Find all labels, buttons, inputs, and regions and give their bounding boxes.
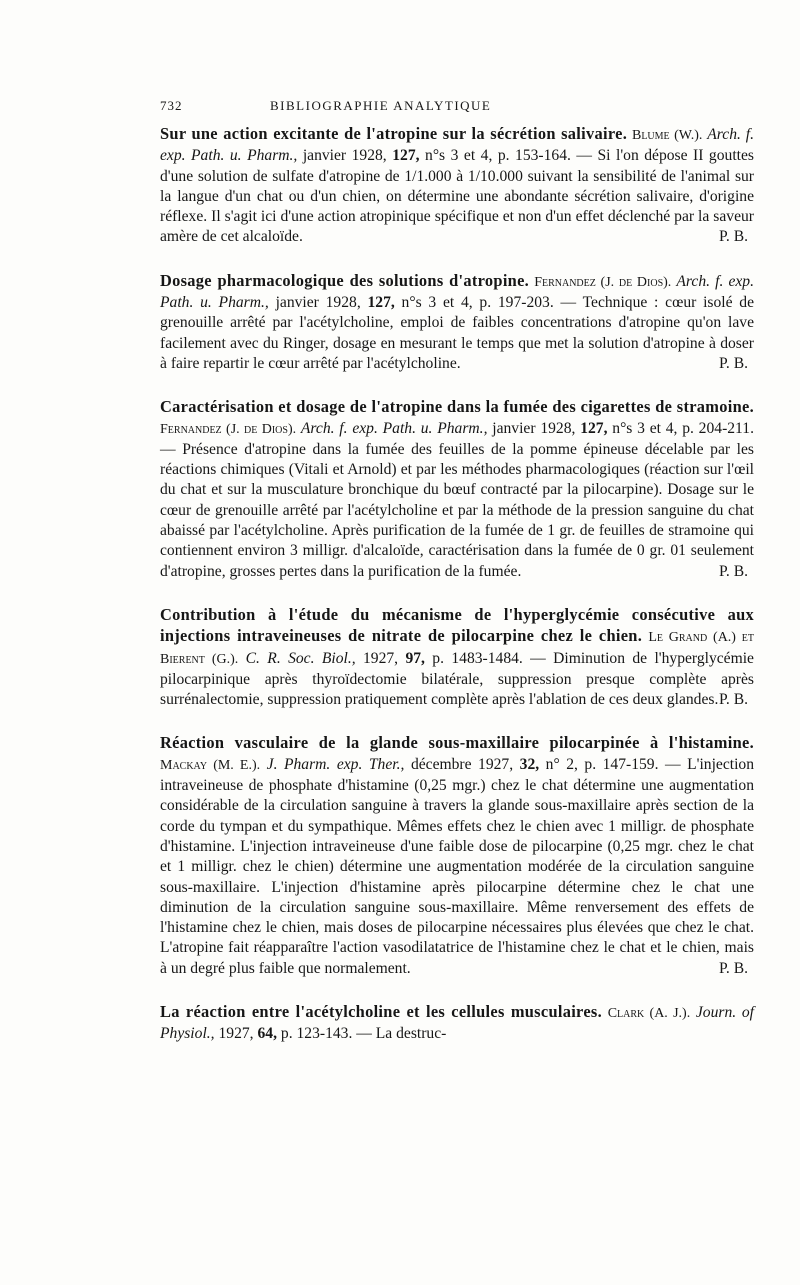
entry-abstract: — Présence d'atropine dans la fumée des feuilles de la pomme épineuse décelable par les réactions chimiques (Vitali et Arnold) et par les méthodes pharmacologiques (réaction sur l'œil du chat et sur la musculature bronchique du bœuf contracté par la pilocarpine). Dosage sur le cœur de grenouille arrêté par l'acétylcholine et par la méthode de la pression sanguine du chat abaissé par l'acétylcholine. Après purification de la fumée de 1 gr. de feuilles de stramoine qui contiennent environ 3 milligr. d'alcaloïde, caractérisation dans la fumée de 0 gr. 01 seulement d'atropine, grosses pertes dans la purification de la fumée.: [160, 440, 754, 580]
entry-issue: n°s 3 et 4, p. 204-211.: [612, 419, 754, 437]
entry-issue: n° 2, p. 147-159.: [545, 755, 659, 773]
entry-author: Mackay (M. E.).: [160, 757, 261, 773]
entry-volume: 32,: [519, 755, 540, 773]
entry-date: janvier 1928,: [275, 294, 361, 312]
bibliography-entry: [160, 124, 754, 248]
bibliography-body: [160, 124, 754, 1068]
entry-journal: Arch. f. exp. Path. u. Pharm.,: [300, 419, 488, 437]
entry-signature: P. B.: [718, 959, 748, 977]
bibliography-entry: [160, 733, 754, 979]
running-title: BIBLIOGRAPHIE ANALYTIQUE: [270, 98, 492, 113]
entry-abstract: — La destruc-: [356, 1025, 447, 1043]
entry-title: Sur une action excitante de l'atropine sur la sécrétion salivaire.: [160, 124, 628, 143]
bibliography-entry: [160, 397, 754, 582]
entry-issue: p. 1483-1484.: [432, 649, 523, 667]
entry-abstract: — Si l'on dépose II gouttes d'une solution de sulfate d'atropine de 1/1.000 à 1/10.000 suivant la sensibilité de l'animal sur la langue d'un chat ou d'un chien, on détermine une abondante sécrétion salivaire, d'origine réflexe. Il s'agit ici d'une action atropinique spécifique et non d'un effet déclenché par la saveur amère de cet alcaloïde.: [160, 147, 754, 246]
entry-author: Le Grand (A.) et Bierent (G.).: [160, 630, 754, 667]
entry-title: Caractérisation et dosage de l'atropine dans la fumée des cigarettes de stramoine.: [160, 397, 754, 417]
entry-title: La réaction entre l'acétylcholine et les cellules musculaires.: [160, 1001, 602, 1021]
entry-author: Blume (W.).: [631, 128, 703, 143]
entry-signature: P. B.: [718, 228, 748, 246]
entry-volume: 127,: [580, 419, 608, 437]
entry-volume: 64,: [257, 1025, 277, 1043]
bibliography-entry: [160, 1002, 754, 1045]
page-number: 732: [160, 98, 183, 113]
entry-volume: 127,: [367, 294, 395, 312]
entry-abstract: — L'injection intraveineuse de phosphate d'histamine (0,25 mgr.) chez le chat détermine une augmentation considérable de la circulation sanguine à travers la glande sous-maxillaire après section de la corde du tympan et du sympathique. Mêmes effets chez le chien avec 1 milligr. de phosphate d'histamine. L'injection intraveineuse d'une faible dose de pilocarpine (0,25 mgr. chez le chat et 1 milligr. chez le chien) détermine une augmentation modérée de la circulation sanguine sous-maxillaire. L'injection d'histamine après pilocarpine détermine chez le chat une diminution de la circulation sanguine sous-maxillaire. Même renversement des effets de l'histamine chez le chien, mais doses de pilocarpine nécessaires plus élevées que chez le chat. L'atropine fait réapparaître l'action vasodilatatrice de l'histamine chez le chat et le chien, mais à un degré plus faible que normalement.: [160, 755, 755, 977]
entry-date: 1927,: [218, 1025, 254, 1043]
entry-author: Fernandez (J. de Dios).: [160, 421, 297, 437]
entry-author: Clark (A. J.).: [607, 1005, 691, 1021]
entry-signature: P. B.: [718, 691, 748, 709]
entry-date: janvier 1928,: [492, 419, 576, 437]
entry-title: Réaction vasculaire de la glande sous-maxillaire pilocarpinée à l'histamine.: [160, 733, 754, 753]
entry-journal: Arch. f. exp. Path. u. Pharm.,: [160, 272, 755, 312]
entry-abstract: — Diminution de l'hyperglycémie pilocarpinique après thyroïdectomie bilatérale, suppression presque complète après surrénalectomie, suppression pratiquement complète après l'ablation de ces deux glandes.: [160, 649, 754, 709]
entry-abstract: — Technique : cœur isolé de grenouille arrêté par l'acétylcholine, emploi de faibles concentrations d'atropine qu'on lave facilement avec du Ringer, dosage en mesurant le temps que met la solution d'atropine à doser à faire repartir le cœur arrêté par l'acétylcholine.: [160, 294, 755, 372]
entry-journal: J. Pharm. exp. Ther.,: [266, 755, 405, 773]
entry-date: 1927,: [362, 649, 399, 667]
entry-title: Contribution à l'étude du mécanisme de l'hyperglycémie consécutive aux injections intraveineuses de nitrate de pilocarpine chez le chien.: [160, 604, 754, 646]
entry-author: Fernandez (J. de Dios).: [534, 274, 672, 290]
entry-journal: Journ. of Physiol.,: [160, 1003, 754, 1043]
entry-journal: Arch. f. exp. Path. u. Pharm.,: [160, 126, 754, 165]
entry-issue: n°s 3 et 4, p. 197-203.: [401, 294, 554, 312]
entry-title: Dosage pharmacologique des solutions d'atropine.: [160, 270, 530, 290]
entry-journal: C. R. Soc. Biol.,: [245, 649, 356, 667]
bibliography-entry: [160, 271, 754, 374]
page-header: [160, 98, 580, 118]
entry-volume: 127,: [392, 147, 420, 165]
entry-issue: n°s 3 et 4, p. 153-164.: [425, 147, 571, 165]
entry-issue: p. 123-143.: [280, 1025, 353, 1043]
entry-volume: 97,: [405, 649, 425, 667]
bibliography-entry: [160, 605, 754, 710]
entry-date: décembre 1927,: [410, 755, 514, 773]
entry-signature: P. B.: [718, 354, 748, 372]
entry-signature: P. B.: [718, 562, 748, 580]
entry-date: janvier 1928,: [302, 147, 387, 165]
